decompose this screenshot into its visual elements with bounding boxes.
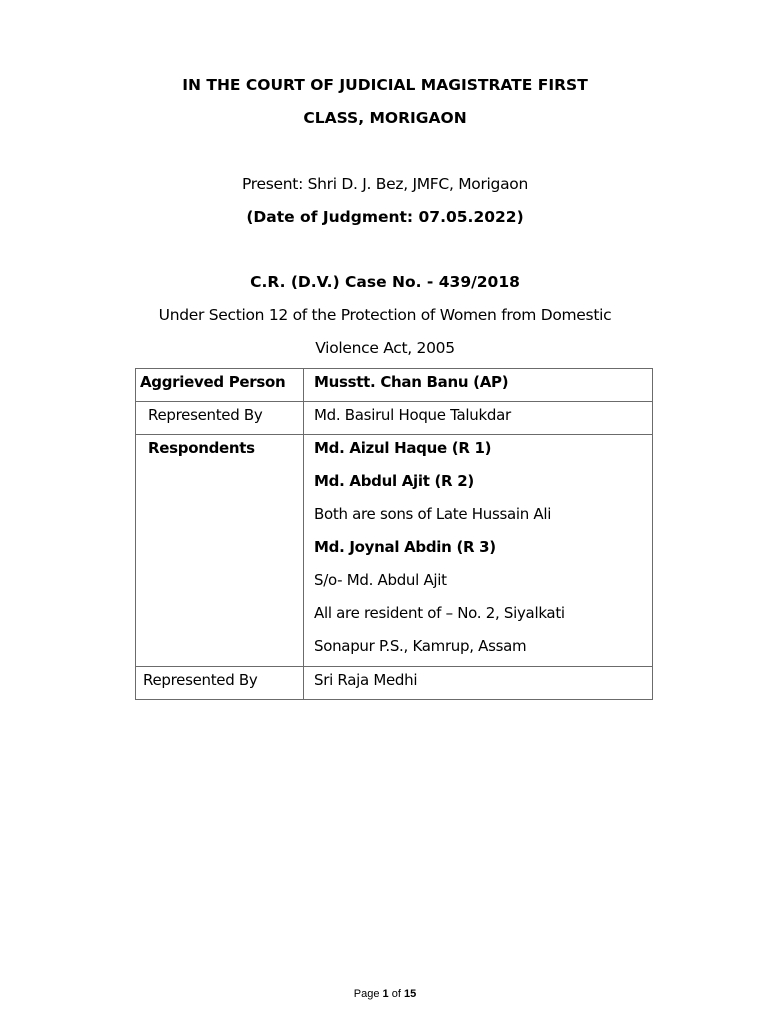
aggrieved-label-cell: [136, 369, 304, 402]
represented-by-value-2: Sri Raja Medhi: [314, 671, 418, 689]
case-number: C.R. (D.V.) Case No. - 439/2018: [250, 273, 520, 291]
respondent-1: Md. Aizul Haque (R 1): [314, 439, 492, 457]
respondent-address-1: All are resident of – No. 2, Siyalkati: [314, 604, 565, 622]
page-current: 1: [382, 988, 389, 1000]
represented-by-label-cell-2: [136, 667, 304, 700]
respondents-value-cell: [304, 435, 653, 667]
respondents-label-cell: [136, 435, 304, 667]
represented-by-label-cell: [136, 402, 304, 435]
aggrieved-label: Aggrieved Person: [140, 373, 286, 391]
table-row: [136, 402, 653, 435]
court-heading-line-2: CLASS, MORIGAON: [303, 109, 467, 127]
represented-by-value: Md. Basirul Hoque Talukdar: [314, 406, 511, 424]
respondent-relation-2: S/o- Md. Abdul Ajit: [314, 571, 447, 589]
respondents-label: Respondents: [148, 439, 255, 457]
respondent-address-2: Sonapur P.S., Kamrup, Assam: [314, 637, 527, 655]
page-word: Page: [353, 988, 380, 1000]
page-footer: [0, 988, 770, 1000]
present-line: Present: Shri D. J. Bez, JMFC, Morigaon: [242, 175, 528, 193]
page-total: 15: [403, 988, 417, 1000]
date-of-judgment: (Date of Judgment: 07.05.2022): [246, 208, 524, 226]
represented-by-value-cell: [304, 402, 653, 435]
respondent-3: Md. Joynal Abdin (R 3): [314, 538, 496, 556]
aggrieved-value: Musstt. Chan Banu (AP): [314, 373, 509, 391]
represented-by-label: Represented By: [148, 406, 263, 424]
of-word: of: [391, 988, 401, 1000]
represented-by-value-cell-2: [304, 667, 653, 700]
court-heading-line-1: IN THE COURT OF JUDICIAL MAGISTRATE FIRST: [182, 76, 588, 94]
section-line-1: Under Section 12 of the Protection of Women from Domestic: [158, 306, 612, 324]
table-row: [136, 435, 653, 667]
table-row: [136, 667, 653, 700]
respondent-2: Md. Abdul Ajit (R 2): [314, 472, 474, 490]
aggrieved-value-cell: [304, 369, 653, 402]
parties-table: [135, 368, 653, 700]
table-row: [136, 369, 653, 402]
respondent-relation-1: Both are sons of Late Hussain Ali: [314, 505, 552, 523]
section-line-2: Violence Act, 2005: [315, 339, 455, 357]
represented-by-label-2: Represented By: [143, 671, 258, 689]
